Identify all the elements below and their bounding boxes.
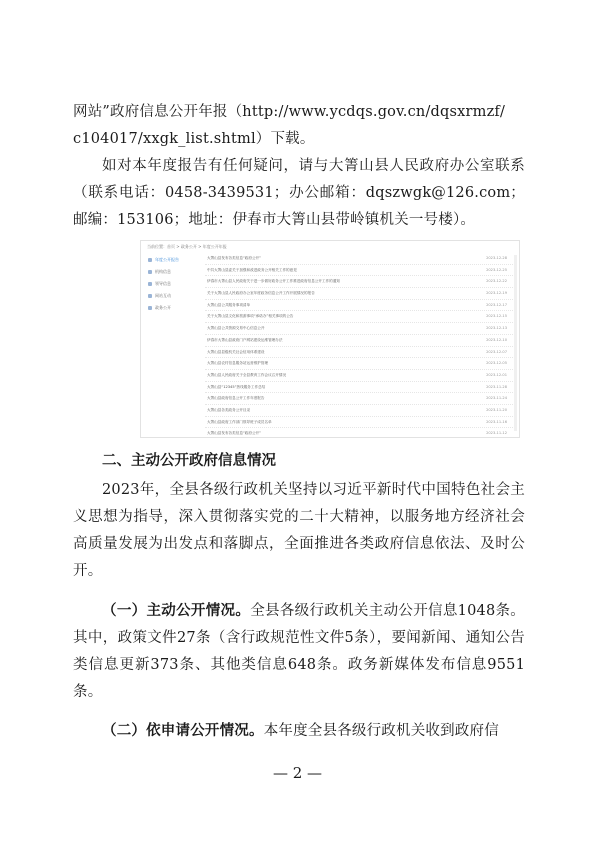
screenshot-row-title: 中共大箐山县委关于加强和改进政务公开相关工作的意见	[207, 267, 297, 272]
screenshot-row-date: 2023-12-22	[486, 279, 507, 284]
screenshot-row-date: 2023-12-17	[486, 302, 507, 307]
screenshot-row-title: 伊春市大箐山县政府门户网站建设运维管理办法	[207, 337, 283, 342]
screenshot-list-row	[205, 335, 513, 347]
screenshot-row-date: 2023-11-16	[486, 419, 507, 424]
screenshot-list-row	[205, 382, 513, 394]
screenshot-sidebar-label: 机构信息	[155, 269, 171, 274]
screenshot-row-date: 2023-12-13	[486, 326, 507, 331]
screenshot-row-title: 大箐山县发布各类信息“政府公开”	[207, 256, 262, 260]
screenshot-row-date: 2023-12-25	[486, 267, 507, 272]
screenshot-row-title: 大箐山县公共服务事项清单	[207, 302, 251, 307]
bullet-icon	[148, 258, 152, 262]
screenshot-sidebar-item	[145, 290, 201, 302]
screenshot-list-row	[205, 265, 513, 277]
screenshot-row-title: 关于大箐山县人民政府办公室年度政务信息公开工作开展情况的报告	[207, 291, 315, 296]
paragraph-active-disclosure	[73, 597, 525, 706]
page-number: — 2 —	[272, 764, 323, 782]
screenshot-list-row	[205, 347, 513, 359]
active-disclosure-text: 全县各级行政机关主动公开信息1048条。其中，政策文件27条（含行政规范性文件5条），要闻新闻、通知公告类信息更新373条、其他类信息648条。政务新媒体发布信息9551条。	[73, 603, 526, 700]
bullet-icon	[148, 270, 152, 274]
screenshot-row-title: 大箐山县政府信息公开工作年度报告	[207, 396, 265, 401]
paragraph-overview: 2023年，全县各级行政机关坚持以习近平新时代中国特色社会主义思想为指导，深入贯彻落实党的二十大精神，以服务地方经济社会高质量发展为出发点和落脚点，全面推进各类政府信息依法、及时公开。	[73, 482, 525, 579]
screenshot-row-date: 2023-12-01	[486, 372, 507, 377]
paragraph-contact: 如对本年度报告有任何疑问，请与大箐山县人民政府办公室联系（联系电话：0458-3439531；办公邮箱：dqszwgk@126.com；邮编：153106；地址：伊春市大箐山县带岭镇机关一号楼）。	[73, 158, 525, 228]
screenshot-list-row	[205, 276, 513, 288]
screenshot-list-row	[205, 358, 513, 370]
screenshot-list-row	[205, 253, 513, 265]
screenshot-row-date: 2023-12-19	[486, 291, 507, 296]
screenshot-row-date: 2023-12-28	[486, 256, 507, 260]
screenshot-row-title: 大箐山县“12345”热线服务工作总结	[207, 384, 266, 389]
screenshot-list-row	[205, 300, 513, 312]
paragraph-download-link	[73, 99, 525, 153]
screenshot-sidebar	[145, 254, 201, 314]
bullet-icon	[148, 282, 152, 286]
bullet-icon	[148, 306, 152, 310]
screenshot-list-row	[205, 417, 513, 429]
subheading-application-disclosure: （二）依申请公开情况。	[102, 722, 264, 739]
screenshot-row-date: 2023-12-15	[486, 314, 507, 319]
screenshot-row-date: 2023-11-12	[486, 431, 507, 436]
screenshot-row-title: 大箐山县农村信息服务站运营维护管理	[207, 361, 269, 366]
screenshot-list-row	[205, 428, 513, 438]
screenshot-list	[205, 253, 513, 438]
screenshot-row-date: 2023-11-20	[486, 407, 507, 412]
application-disclosure-text: 本年度全县各级行政机关收到政府信	[263, 723, 499, 739]
screenshot-list-row	[205, 405, 513, 417]
screenshot-sidebar-label: 网站互动	[155, 293, 171, 298]
screenshot-row-date: 2023-12-07	[486, 349, 507, 354]
screenshot-sidebar-label: 年度公开报告	[155, 257, 179, 262]
screenshot-sidebar-item	[145, 302, 201, 314]
url-line-2: c104017/xxgk_list.shtml）下载。	[73, 131, 315, 147]
screenshot-row-date: 2023-11-24	[486, 396, 507, 401]
screenshot-row-date: 2023-12-05	[486, 361, 507, 366]
screenshot-row-title: 大箐山县政府工作部门领导班子成员名单	[207, 419, 272, 424]
bullet-icon	[148, 294, 152, 298]
screenshot-row-date: 2023-12-10	[486, 337, 507, 342]
screenshot-list-row	[205, 288, 513, 300]
screenshot-row-title: 大箐山县发布各类信息“政府公开”	[207, 431, 262, 436]
screenshot-sidebar-item	[145, 254, 201, 266]
screenshot-row-title: 关于大箐山县文化和旅游事项“承诺办”相关事项的公告	[207, 314, 294, 319]
screenshot-sidebar-item	[145, 278, 201, 290]
subheading-active-disclosure: （一）主动公开情况。	[102, 602, 251, 619]
screenshot-row-date: 2023-11-28	[486, 384, 507, 389]
screenshot-row-title: 大箐山县县级机关社会信用体系建设	[207, 349, 265, 354]
screenshot-row-title: 大箐山县人民政府关于全县教育工作会议召开情况	[207, 372, 287, 377]
screenshot-list-row	[205, 323, 513, 335]
url-line-1: 网站”政府信息公开年报（http://www.ycdqs.gov.cn/dqsxrmzf/	[73, 104, 506, 120]
paragraph-application-disclosure	[73, 717, 525, 745]
section-heading-2: 二、主动公开政府信息情况	[102, 453, 276, 469]
screenshot-sidebar-label: 政务公开	[155, 305, 171, 310]
screenshot-breadcrumb: 当前位置：首页 > 政务公开 > 年度公开年报	[147, 244, 227, 249]
screenshot-list-row	[205, 370, 513, 382]
screenshot-sidebar-item	[145, 266, 201, 278]
screenshot-list-row	[205, 393, 513, 405]
screenshot-row-title: 大箐山县公共资源交易中心信息公开	[207, 326, 265, 331]
screenshot-row-title: 伊春市大箐山县人民政府关于进一步做好政务公开工作推进政府信息公开工作的通知	[207, 279, 340, 284]
screenshot-sidebar-label: 领导信息	[155, 281, 171, 286]
screenshot-scrollbar	[514, 255, 517, 431]
embedded-website-screenshot	[140, 240, 520, 438]
screenshot-row-title: 大箐山县各类政务公开目录	[207, 407, 251, 412]
screenshot-list-row	[205, 311, 513, 323]
